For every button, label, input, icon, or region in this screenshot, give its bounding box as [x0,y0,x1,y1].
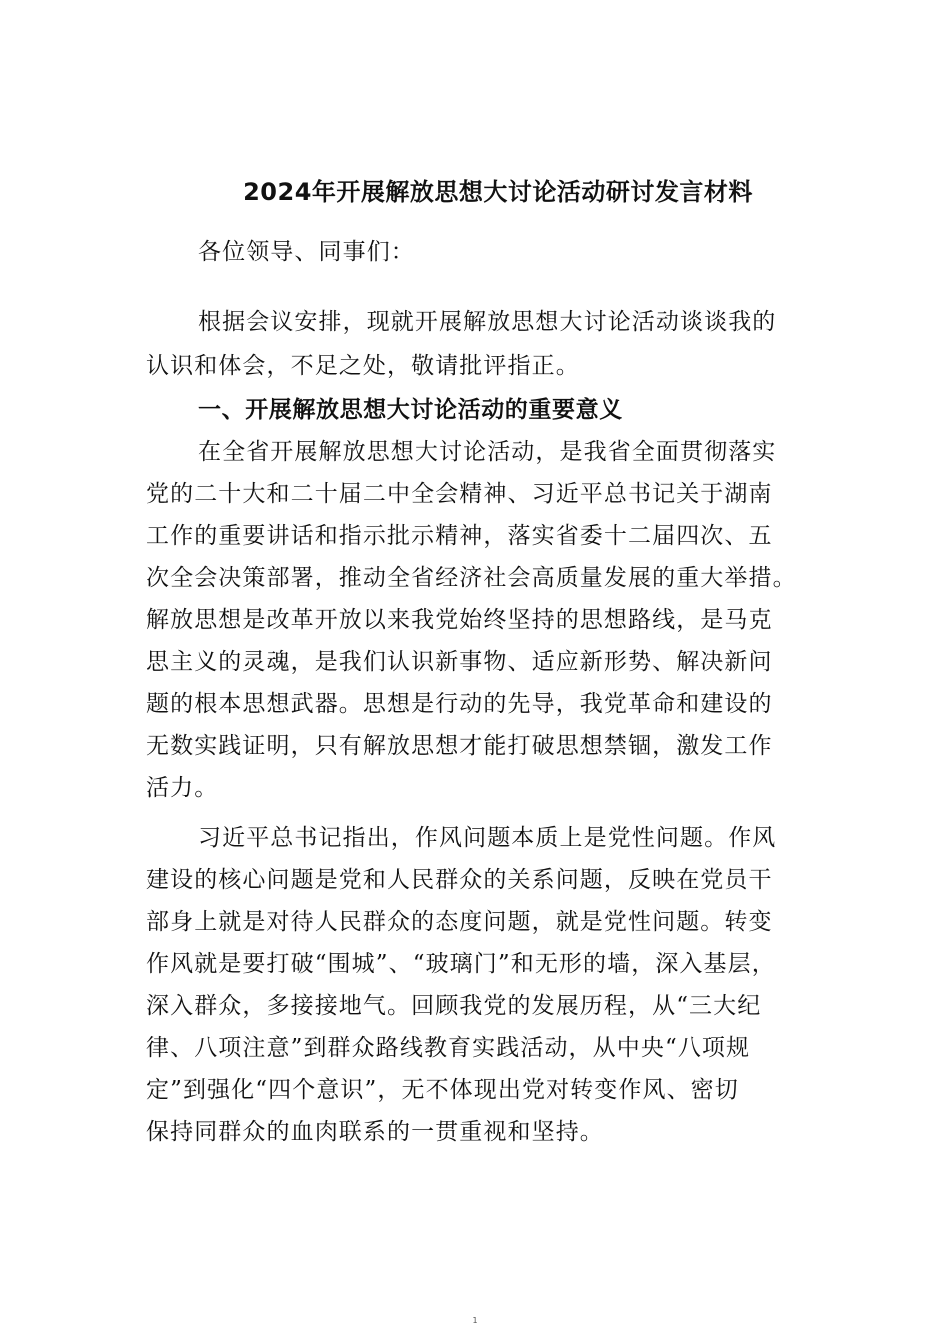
paragraph2-line-3: 部身上就是对待人民群众的态度问题，就是党性问题。转变 [146,909,773,935]
paragraph1-line-3: 工作的重要讲话和指示批示精神，落实省委十二届四次、五 [146,523,773,549]
paragraph1-line-1: 在全省开展解放思想大讨论活动，是我省全面贯彻落实 [198,439,777,465]
paragraph1-line-2: 党的二十大和二十届二中全会精神、习近平总书记关于湖南 [146,481,773,507]
paragraph2-line-8: 保持同群众的血肉联系的一贯重视和坚持。 [146,1119,604,1145]
intro-line-1: 根据会议安排，现就开展解放思想大讨论活动谈谈我的 [198,309,777,335]
paragraph1-line-8: 无数实践证明，只有解放思想才能打破思想禁锢，激发工作 [146,733,773,759]
paragraph1-line-6: 思主义的灵魂，是我们认识新事物、适应新形势、解决新问 [146,649,773,675]
paragraph1-line-4: 次全会决策部署，推动全省经济社会高质量发展的重大举措。 [146,565,797,591]
paragraph1-line-7: 题的根本思想武器。思想是行动的先导，我党革命和建设的 [146,691,773,717]
paragraph1-line-9: 活力。 [146,775,219,801]
intro-line-2: 认识和体会，不足之处，敬请批评指正。 [146,353,580,379]
paragraph2-line-5: 深入群众，多接接地气。回顾我党的发展历程，从“三大纪 [146,993,762,1019]
paragraph2-line-7: 定”到强化“四个意识”，无不体现出党对转变作风、密切 [146,1077,739,1103]
page-number: 1 [472,1316,478,1325]
salutation: 各位领导、同事们： [198,239,415,265]
paragraph2-line-4: 作风就是要打破“围城”、“玻璃门”和无形的墙，深入基层， [146,951,776,977]
paragraph1-line-5: 解放思想是改革开放以来我党始终坚持的思想路线，是马克 [146,607,773,633]
section-heading: 一、开展解放思想大讨论活动的重要意义 [198,397,623,423]
document-title: 2024年开展解放思想大讨论活动研讨发言材料 [243,178,753,206]
paragraph2-line-1: 习近平总书记指出，作风问题本质上是党性问题。作风 [198,825,777,851]
paragraph2-line-6: 律、八项注意”到群众路线教育实践活动，从中央“八项规 [146,1035,751,1061]
paragraph2-line-2: 建设的核心问题是党和人民群众的关系问题，反映在党员干 [146,867,773,893]
